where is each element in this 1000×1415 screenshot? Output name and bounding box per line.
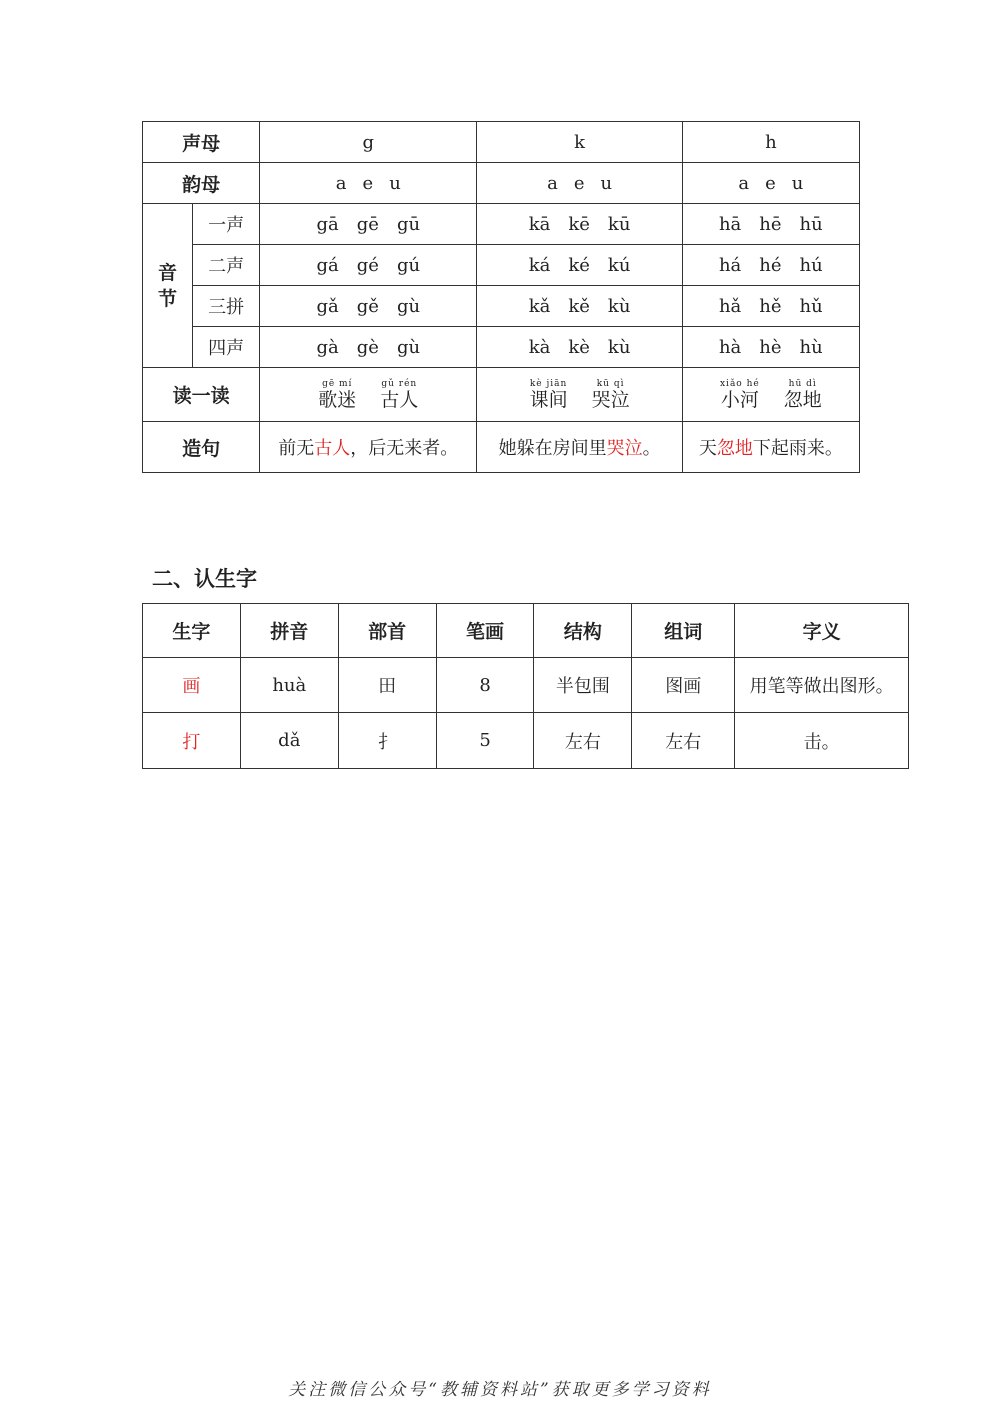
ruby-pinyin: gǔ rén bbox=[381, 378, 418, 389]
syllable-table bbox=[142, 121, 860, 473]
syllable-cell bbox=[260, 286, 477, 327]
sentence-row bbox=[143, 422, 860, 473]
syllable: kě bbox=[568, 295, 590, 317]
syllable: kè bbox=[568, 336, 590, 358]
syllable: hè bbox=[759, 336, 782, 358]
section-title: 二、认生字 bbox=[152, 567, 257, 591]
syllable-cell bbox=[682, 327, 859, 368]
tone-label: 三拼 bbox=[193, 286, 260, 327]
ruby-pinyin: hū dì bbox=[788, 378, 817, 389]
syllable-cell bbox=[260, 204, 477, 245]
syllable: hà bbox=[718, 336, 742, 358]
word-cell: 左右 bbox=[632, 713, 735, 769]
ruby-word bbox=[592, 379, 630, 411]
sentence-text: 下起雨来。 bbox=[752, 438, 843, 459]
strokes-cell: 5 bbox=[436, 713, 534, 769]
syllable-cell bbox=[682, 286, 859, 327]
structure-cell: 左右 bbox=[534, 713, 632, 769]
read-row bbox=[143, 368, 860, 422]
syllable-cell bbox=[260, 245, 477, 286]
ruby-word bbox=[784, 379, 822, 411]
header-row bbox=[143, 604, 909, 658]
final-letter: u bbox=[600, 172, 613, 194]
meaning-cell: 用笔等做出图形。 bbox=[735, 658, 909, 713]
ruby-hanzi: 小河 bbox=[720, 388, 759, 411]
syllable-cell bbox=[260, 327, 477, 368]
pinyin-cell: dǎ bbox=[240, 713, 338, 769]
read-label: 读一读 bbox=[143, 368, 260, 422]
syllable: hé bbox=[759, 254, 782, 276]
syllable: hē bbox=[759, 213, 782, 235]
syllable: hě bbox=[759, 295, 782, 317]
syllable: gè bbox=[356, 336, 379, 358]
final-letter: u bbox=[389, 172, 401, 194]
final-letter: e bbox=[362, 172, 374, 194]
sentence-text: ，后无来者。 bbox=[350, 438, 459, 459]
tone-label: 四声 bbox=[193, 327, 260, 368]
column-header: 组词 bbox=[632, 604, 735, 658]
column-header: 笔画 bbox=[436, 604, 534, 658]
final-letter: e bbox=[573, 172, 585, 194]
strokes-cell: 8 bbox=[436, 658, 534, 713]
syllable: hú bbox=[799, 254, 823, 276]
syllable-cell bbox=[682, 245, 859, 286]
syllable: kù bbox=[607, 295, 631, 317]
footer-note: 关注微信公众号“教辅资料站”获取更多学习资料 bbox=[288, 1380, 712, 1400]
syllable: gà bbox=[316, 336, 339, 358]
read-cell bbox=[682, 368, 859, 422]
ruby-hanzi: 古人 bbox=[380, 388, 419, 411]
ruby-hanzi: 课间 bbox=[529, 388, 568, 411]
ruby-hanzi: 哭泣 bbox=[591, 388, 630, 411]
final-letter: a bbox=[738, 172, 750, 194]
syllable-row bbox=[143, 286, 860, 327]
syllable: kǎ bbox=[528, 295, 551, 317]
ruby-pinyin: xiǎo hé bbox=[719, 378, 760, 389]
column-header: 生字 bbox=[143, 604, 241, 658]
syllable: gē bbox=[356, 213, 379, 235]
syllable: kā bbox=[528, 213, 551, 235]
ruby-word bbox=[530, 379, 568, 411]
column-header: 字义 bbox=[735, 604, 909, 658]
ruby-hanzi: 歌迷 bbox=[318, 388, 357, 411]
syllable-row bbox=[143, 327, 860, 368]
syllable-row bbox=[143, 204, 860, 245]
column-header: 拼音 bbox=[240, 604, 338, 658]
syllable-cell bbox=[477, 327, 682, 368]
final-letter: e bbox=[765, 172, 776, 194]
syllable: kū bbox=[607, 213, 631, 235]
char-cell: 打 bbox=[143, 713, 241, 769]
ruby-pinyin: kè jiān bbox=[529, 378, 568, 389]
syllable: gé bbox=[356, 254, 379, 276]
finals-label: 韵母 bbox=[143, 163, 260, 204]
sentence-cell bbox=[260, 422, 477, 473]
final-letter: a bbox=[335, 172, 347, 194]
syllable: gā bbox=[316, 213, 339, 235]
table-row bbox=[143, 713, 909, 769]
sentence-text: 。 bbox=[642, 438, 661, 459]
syllable: kà bbox=[528, 336, 551, 358]
char-cell: 画 bbox=[143, 658, 241, 713]
syllable: gě bbox=[356, 295, 379, 317]
syllable: hù bbox=[799, 336, 823, 358]
syllable-cell bbox=[477, 245, 682, 286]
finals-cell bbox=[477, 163, 682, 204]
radical-cell: 扌 bbox=[338, 713, 436, 769]
syllable: gǎ bbox=[316, 295, 339, 317]
word-cell: 图画 bbox=[632, 658, 735, 713]
column-header: 结构 bbox=[534, 604, 632, 658]
syllable: hǔ bbox=[799, 295, 823, 317]
final-letter: a bbox=[547, 172, 558, 194]
syllable-cell bbox=[477, 204, 682, 245]
syllable: kù bbox=[607, 336, 631, 358]
syllable: gá bbox=[316, 254, 339, 276]
sentence-text: 天 bbox=[698, 438, 717, 459]
finals-cell bbox=[682, 163, 859, 204]
syllable: gù bbox=[396, 336, 421, 358]
sentence-highlight: 忽地 bbox=[716, 438, 753, 459]
syllable: gū bbox=[396, 213, 421, 235]
table-row bbox=[143, 658, 909, 713]
tone-label: 一声 bbox=[193, 204, 260, 245]
sentence-highlight: 古人 bbox=[314, 438, 351, 459]
syllable: kú bbox=[607, 254, 631, 276]
ruby-pinyin: kū qì bbox=[596, 378, 625, 389]
pinyin-cell: huà bbox=[240, 658, 338, 713]
read-cell bbox=[477, 368, 682, 422]
sentence-cell bbox=[477, 422, 682, 473]
syllable: há bbox=[718, 254, 742, 276]
sentence-text: 前无 bbox=[278, 438, 315, 459]
syllable: hā bbox=[718, 213, 742, 235]
initial-cell: h bbox=[682, 122, 859, 163]
sentence-text: 她躲在房间里 bbox=[498, 438, 607, 459]
syllable: ké bbox=[568, 254, 590, 276]
syllable-label: 音节 bbox=[158, 261, 178, 310]
read-cell bbox=[260, 368, 477, 422]
initials-row bbox=[143, 122, 860, 163]
meaning-cell: 击。 bbox=[735, 713, 909, 769]
syllable: hǎ bbox=[718, 295, 742, 317]
ruby-word bbox=[380, 379, 418, 411]
syllable: ká bbox=[528, 254, 551, 276]
syllable-row bbox=[143, 245, 860, 286]
initial-cell: g bbox=[260, 122, 477, 163]
sentence-cell bbox=[682, 422, 859, 473]
ruby-hanzi: 忽地 bbox=[783, 388, 822, 411]
new-characters-table bbox=[142, 603, 909, 769]
column-header: 部首 bbox=[338, 604, 436, 658]
final-letter: u bbox=[791, 172, 804, 194]
tone-label: 二声 bbox=[193, 245, 260, 286]
ruby-pinyin: gē mí bbox=[322, 378, 353, 389]
syllable: gù bbox=[396, 295, 421, 317]
syllable: kē bbox=[568, 213, 590, 235]
structure-cell: 半包围 bbox=[534, 658, 632, 713]
finals-cell bbox=[260, 163, 477, 204]
ruby-word bbox=[318, 379, 356, 411]
sentence-label: 造句 bbox=[143, 422, 260, 473]
sentence-highlight: 哭泣 bbox=[606, 438, 643, 459]
finals-row bbox=[143, 163, 860, 204]
syllable: hū bbox=[799, 213, 823, 235]
syllable-cell bbox=[477, 286, 682, 327]
syllable: gú bbox=[396, 254, 421, 276]
syllable-label-cell bbox=[143, 204, 193, 368]
radical-cell: 田 bbox=[338, 658, 436, 713]
initial-cell: k bbox=[477, 122, 682, 163]
ruby-word bbox=[720, 379, 760, 411]
syllable-cell bbox=[682, 204, 859, 245]
initials-label: 声母 bbox=[143, 122, 260, 163]
